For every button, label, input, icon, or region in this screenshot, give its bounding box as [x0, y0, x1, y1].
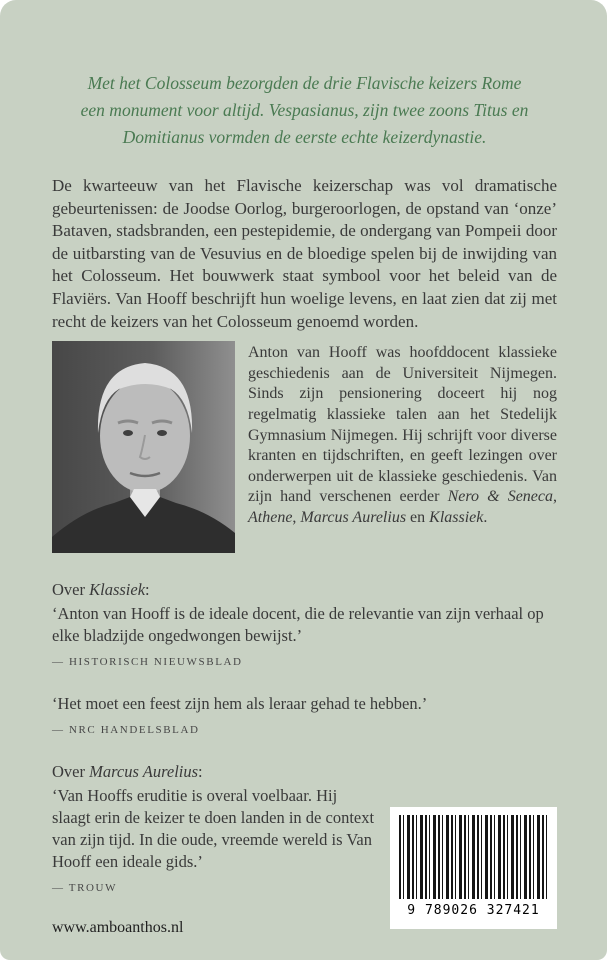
reviewed-book-title: Klassiek: [89, 580, 146, 600]
review-block-klassiek: [52, 579, 557, 669]
bio-separator: ,: [292, 508, 301, 526]
book-title: Athene: [248, 508, 293, 526]
author-portrait-illustration: [52, 341, 235, 553]
review-heading-suffix: :: [198, 762, 203, 782]
review-quote: ‘Anton van Hooff is de ideale docent, die de relevantie van zijn verhaal op elke bladzijde ongedwongen bewijst.’: [52, 604, 544, 646]
author-section: [52, 341, 557, 553]
bio-text: Anton van Hooff was hoofddocent klassieke geschiedenis aan de Universiteit Nijmegen. Sinds zijn pensionering doceert hij nog regelmatig klassieke talen aan het Stedelijk Gymnasium Nijmegen. Hij schrijft voor diverse kranten en tijdschriften, en geeft lezingen over onderwerpen uit de klassieke geschiedenis. Van zijn hand verschenen eerder: [248, 344, 557, 506]
tagline-line: Domitianus vormden de eerste echte keizerdynastie.: [122, 127, 487, 147]
author-bio: [248, 343, 557, 528]
review-block-nrc: [52, 693, 557, 737]
barcode: [390, 807, 557, 929]
book-title: Klassiek: [429, 508, 484, 526]
bio-separator: ,: [553, 488, 558, 506]
bio-separator: en: [406, 508, 430, 526]
review-heading-prefix: Over: [52, 762, 90, 782]
barcode-number: 9 789026 327421: [407, 903, 540, 919]
review-source: — TROUW: [52, 882, 118, 895]
barcode-bars: [399, 815, 548, 899]
review-quote: ‘Van Hooffs eruditie is overal voelbaar. Hij slaagt erin de keizer te doen landen in de context van zijn tijd. In die oude, vreemde wereld is Van Hooff een ideale gids.’: [52, 786, 375, 872]
review-quote: ‘Het moet een feest zijn hem als leraar gehad te hebben.’: [52, 694, 428, 714]
publisher-website: www.amboanthos.nl: [52, 919, 184, 937]
tagline: [52, 70, 557, 151]
blurb-paragraph: De kwarteeuw van het Flavische keizerschap was vol dramatische gebeurtenissen: de Joodse Oorlog, burgeroorlogen, de opstand van ‘onze’ Bataven, stadsbranden, een pestepidemie, de ondergang van Pompeii door de uitbarsting van de Vesuvius en de bloedige spelen bij de inwijding van het Colosseum. Het bouwwerk staat symbool voor het beleid van de Flaviërs. Van Hooff beschrijft hun woelige levens, en laat zien dat zij met recht de keizers van het Colosseum genoemd worden.: [52, 176, 557, 331]
reviews-section: [52, 579, 557, 919]
review-block-marcus-aurelius: [52, 761, 557, 919]
tagline-line: een monument voor altijd. Vespasianus, zijn twee zoons Titus en: [80, 100, 529, 120]
review-source: — HISTORISCH NIEUWSBLAD: [52, 656, 243, 669]
review-source: — NRC HANDELSBLAD: [52, 724, 200, 737]
book-title: Marcus Aurelius: [300, 508, 407, 526]
book-title: Nero & Seneca: [447, 488, 554, 506]
review-heading: [52, 761, 557, 783]
bio-separator: .: [483, 508, 488, 526]
tagline-line: Met het Colosseum bezorgden de drie Flavische keizers Rome: [87, 73, 522, 93]
review-heading-suffix: :: [145, 580, 150, 600]
review-heading: [52, 579, 557, 601]
author-photo: [52, 341, 235, 553]
reviewed-book-title: Marcus Aurelius: [89, 762, 199, 782]
review-heading-prefix: Over: [52, 580, 90, 600]
